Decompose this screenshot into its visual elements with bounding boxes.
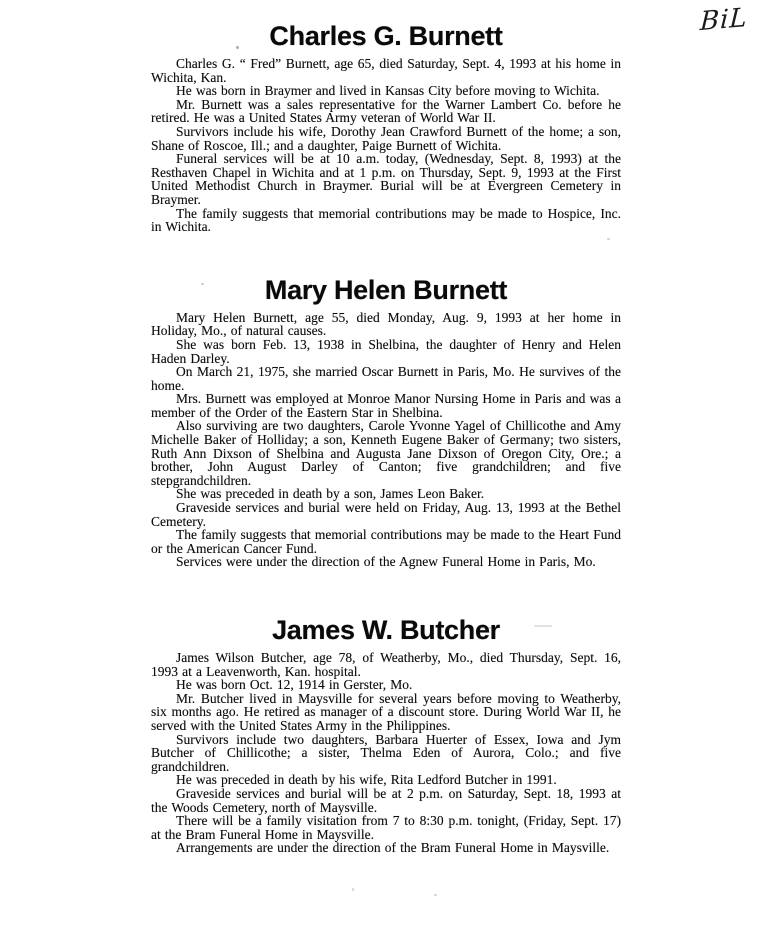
- obituary-paragraph: Charles G. “ Fred” Burnett, age 65, died Saturday, Sept. 4, 1993 at his home in Wichita, Kan.: [151, 56, 621, 85]
- obituary-paragraph: Arrangements are under the direction of the Bram Funeral Home in Maysville.: [176, 840, 610, 856]
- obituary-paragraph: Survivors include his wife, Dorothy Jean Crawford Burnett of the home; a son, Shane of Roscoe, Ill.; and a daughter, Paige Burnett of Wichita.: [151, 123, 621, 153]
- obituary-paragraph: Services were under the direction of the Agnew Funeral Home in Paris, Mo.: [176, 554, 596, 570]
- obituary-paragraph: He was preceded in death by his wife, Rita Ledford Butcher in 1991.: [176, 772, 557, 788]
- obituary-charles-burnett: [151, 21, 621, 234]
- obituary-mary-burnett: [151, 275, 621, 569]
- obituary-paragraph: On March 21, 1975, she married Oscar Burnett in Paris, Mo. He survives of the home.: [151, 364, 621, 393]
- obituary-paragraph: Funeral services will be at 10 a.m. today, (Wednesday, Sept. 8, 1993) at the Resthaven Chapel in Wichita and at 1 p.m. on Thursday, Sept. 9, 1993 at the First United Methodist Church in Braymer. Burial will be at Evergreen Cemetery in Braymer.: [151, 151, 621, 207]
- obituary-paragraph: Mrs. Burnett was employed at Monroe Manor Nursing Home in Paris and was a member of the Order of the Eastern Star in Shelbina.: [151, 391, 621, 420]
- obituary-paragraph: He was born Oct. 12, 1914 in Gerster, Mo.: [176, 677, 413, 693]
- scan-speck: [352, 888, 354, 891]
- obituary-paragraph: He was born in Braymer and lived in Kansas City before moving to Wichita.: [176, 83, 600, 99]
- obituary-body: [151, 311, 621, 569]
- obituary-paragraph: James Wilson Butcher, age 78, of Weatherby, Mo., died Thursday, Sept. 16, 1993 at a Leavenworth, Kan. hospital.: [151, 650, 621, 679]
- obituary-title: James W. Butcher: [272, 615, 500, 645]
- scan-speck: [434, 894, 437, 896]
- handwritten-page-mark: BiL: [699, 2, 749, 38]
- obituary-james-butcher: [151, 615, 621, 855]
- obituary-paragraph: Also surviving are two daughters, Carole Yvonne Yagel of Chillicothe and Amy Michelle Baker of Holliday; a son, Kenneth Eugene Baker of Germany; two sisters, Ruth Ann Dixson of Shelbina and Augusta Jane Dixson of Oregon City, Ore.; a brother, John August Darley of Canton; five grandchildren; and five stepgrandchildren.: [151, 418, 621, 488]
- obituary-paragraph: Mary Helen Burnett, age 55, died Monday, Aug. 9, 1993 at her home in Holiday, Mo., of natural causes.: [151, 309, 621, 339]
- obituary-paragraph: The family suggests that memorial contributions may be made to the Heart Fund or the American Cancer Fund.: [151, 527, 621, 556]
- obituary-body: [151, 57, 621, 234]
- obituary-paragraph: Survivors include two daughters, Barbara Huerter of Essex, Iowa and Jym Butcher of Chillicothe; a sister, Thelma Eden of Aurora, Colo.; and five grandchildren.: [151, 731, 621, 774]
- obituary-paragraph: She was preceded in death by a son, James Leon Baker.: [176, 486, 485, 502]
- obituary-paragraph: Graveside services and burial will be at 2 p.m. on Saturday, Sept. 18, 1993 at the Woods Cemetery, north of Maysville.: [151, 785, 621, 815]
- obituary-paragraph: There will be a family visitation from 7 to 8:30 p.m. tonight, (Friday, Sept. 17) at the Bram Funeral Home in Maysville.: [151, 813, 621, 842]
- obituary-paragraph: Graveside services and burial were held on Friday, Aug. 13, 1993 at the Bethel Cemetery.: [151, 500, 621, 529]
- obituary-title: Mary Helen Burnett: [264, 274, 508, 305]
- obituary-column: [151, 21, 621, 855]
- obituary-paragraph: The family suggests that memorial contributions may be made to Hospice, Inc. in Wichita.: [151, 205, 621, 235]
- obituary-title: Charles G. Burnett: [269, 21, 503, 51]
- obituary-paragraph: She was born Feb. 13, 1938 in Shelbina, the daughter of Henry and Helen Haden Darley.: [151, 336, 621, 366]
- obituary-body: [151, 651, 621, 855]
- obituary-paragraph: Mr. Butcher lived in Maysville for several years before moving to Weatherby, six months ago. He retired as manager of a discount store. During World War II, he served with the United States Army in the Philippines.: [151, 690, 621, 733]
- obituary-paragraph: Mr. Burnett was a sales representative for the Warner Lambert Co. before he retired. He was a United States Army veteran of World War II.: [151, 96, 621, 126]
